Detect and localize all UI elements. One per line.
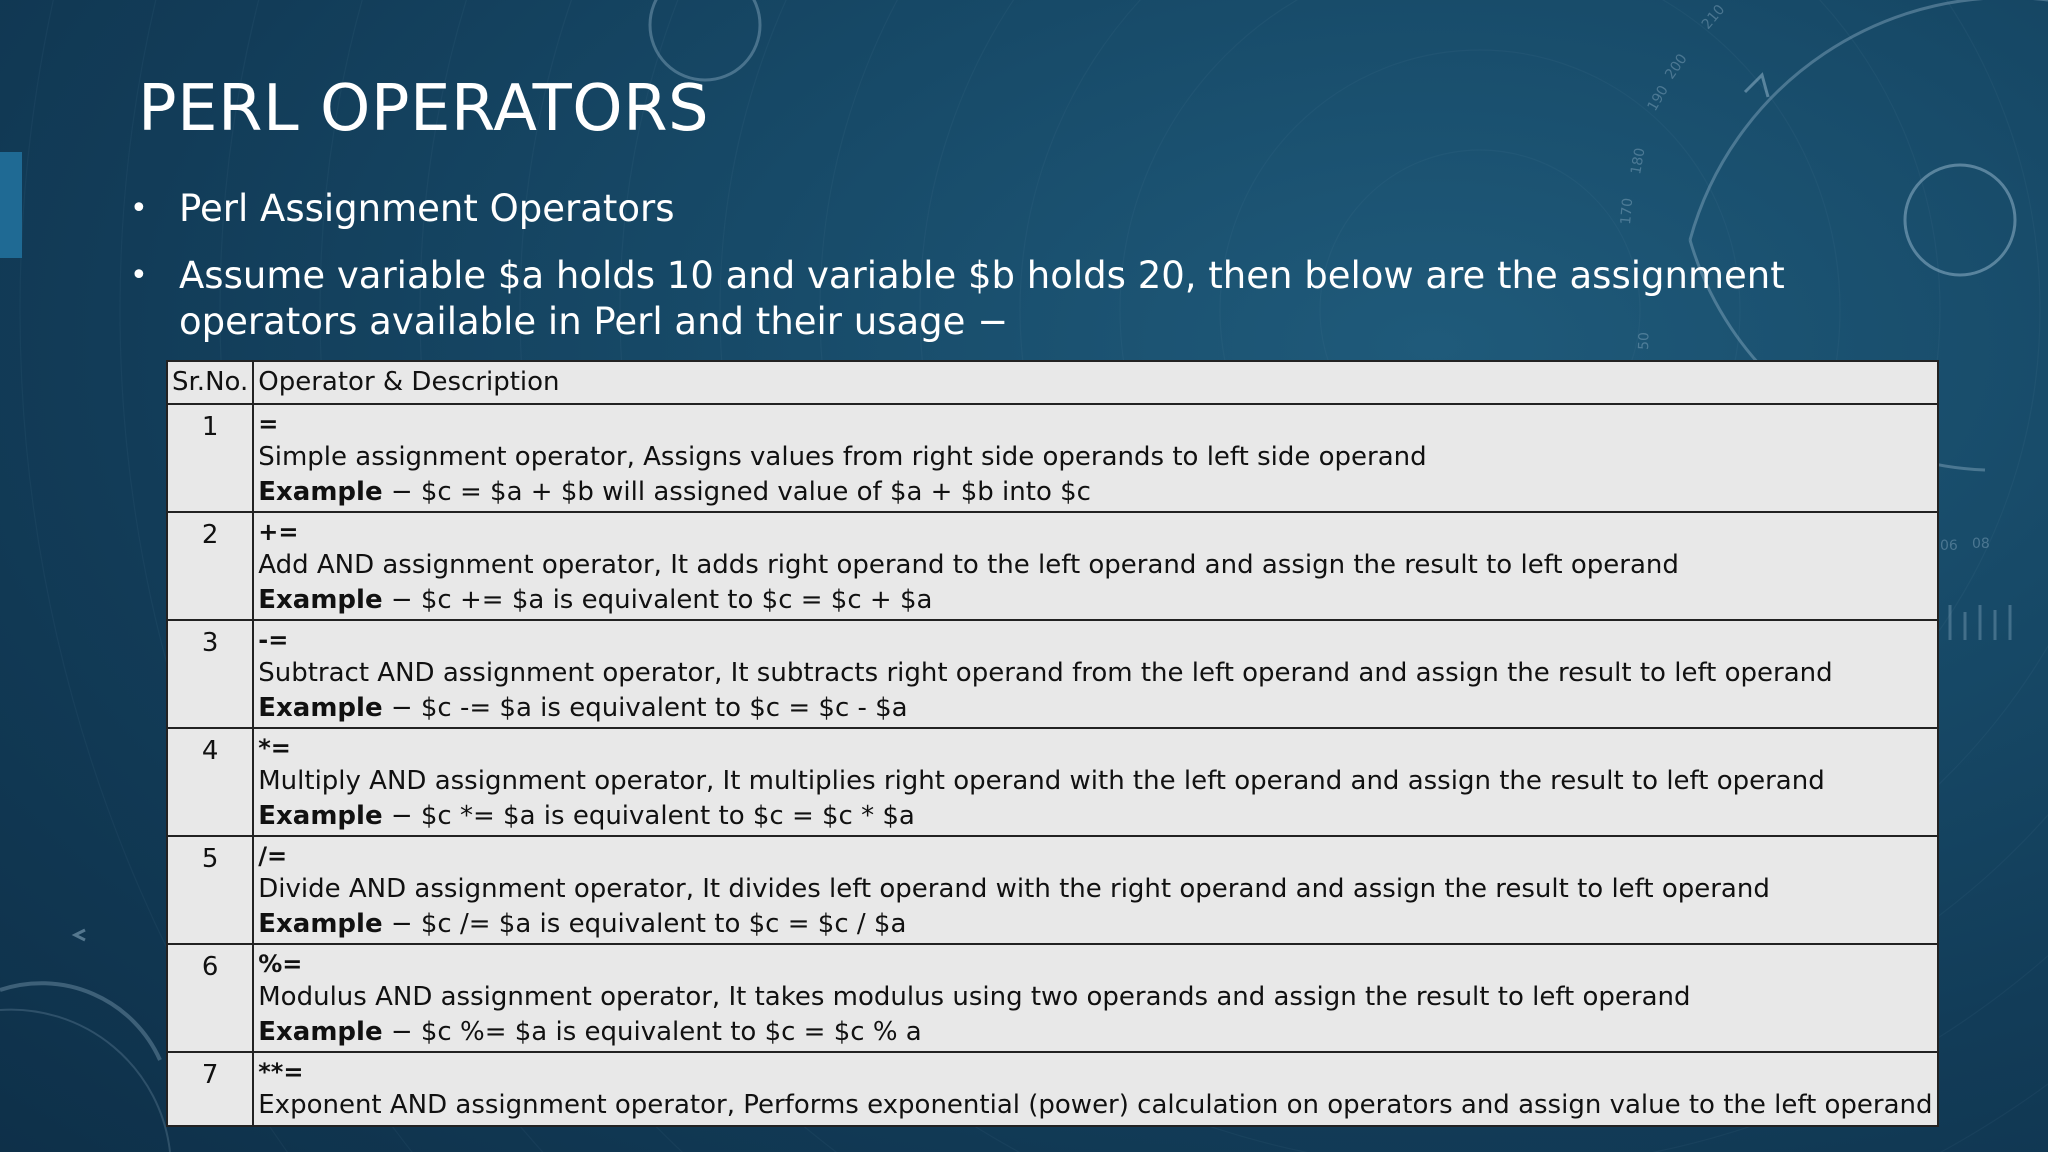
- operator-symbol: -=: [258, 626, 289, 654]
- operator-symbol: %=: [258, 950, 303, 978]
- operator-symbol: **=: [258, 1058, 304, 1086]
- table-row: [167, 512, 1938, 620]
- decor-number: 50: [1636, 331, 1653, 351]
- operator-description: Divide AND assignment operator, It divides left operand with the right operand and assign the result to left operand: [258, 874, 1770, 904]
- operator-description: Exponent AND assignment operator, Performs exponential (power) calculation on operators and assign value to the left operand: [258, 1090, 1933, 1120]
- bullet-item: [130, 253, 1940, 345]
- operator-example: [258, 475, 1932, 509]
- example-label: Example: [258, 1017, 383, 1047]
- row-number: 3: [167, 620, 253, 728]
- bullet-item: [130, 186, 1940, 232]
- row-number: 4: [167, 728, 253, 836]
- example-text: − $c -= $a is equivalent to $c = $c - $a: [382, 693, 908, 723]
- row-description: [253, 728, 1937, 836]
- bullet-dot-icon: •: [130, 191, 148, 226]
- operator-symbol: *=: [258, 734, 291, 762]
- table-row: [167, 620, 1938, 728]
- operator-description: Simple assignment operator, Assigns values from right side operands to left side operand: [258, 442, 1427, 472]
- operator-description: Add AND assignment operator, It adds right operand to the left operand and assign the result to left operand: [258, 550, 1679, 580]
- table-row: [167, 944, 1938, 1052]
- example-text: − $c %= $a is equivalent to $c = $c % a: [382, 1017, 922, 1047]
- example-label: Example: [258, 693, 383, 723]
- decor-number: 06: [1940, 538, 1958, 554]
- decor-number: 190: [1644, 82, 1672, 114]
- operator-example: [258, 691, 1932, 725]
- table-row: [167, 836, 1938, 944]
- row-number: 2: [167, 512, 253, 620]
- header-operator-description: Operator & Description: [253, 361, 1937, 404]
- table-row: [167, 404, 1938, 512]
- example-text: − $c /= $a is equivalent to $c = $c / $a: [382, 909, 907, 939]
- table-row: [167, 1052, 1938, 1126]
- bullet-dot-icon: •: [130, 258, 148, 293]
- operator-example: [258, 799, 1932, 833]
- accent-bar: [0, 152, 22, 258]
- example-text: − $c += $a is equivalent to $c = $c + $a: [382, 585, 933, 615]
- bullet-list: [130, 186, 1940, 366]
- row-description: [253, 620, 1937, 728]
- row-description: [253, 1052, 1937, 1126]
- operators-table: [166, 360, 1939, 1127]
- example-label: Example: [258, 477, 383, 507]
- row-description: [253, 512, 1937, 620]
- bullet-text: Perl Assignment Operators: [179, 187, 675, 230]
- operator-symbol: =: [258, 410, 279, 438]
- operator-description: Modulus AND assignment operator, It takes modulus using two operands and assign the result to left operand: [258, 982, 1691, 1012]
- row-description: [253, 944, 1937, 1052]
- operator-example: [258, 1015, 1932, 1049]
- slide-title: PERL OPERATORS: [138, 72, 710, 146]
- row-description: [253, 404, 1937, 512]
- example-label: Example: [258, 585, 383, 615]
- row-number: 5: [167, 836, 253, 944]
- operator-example: [258, 583, 1932, 617]
- operator-symbol: +=: [258, 518, 299, 546]
- table-header-row: [167, 361, 1938, 404]
- bullet-text: Assume variable $a holds 10 and variable $b holds 20, then below are the assignment operators available in Perl and their usage −: [179, 254, 1785, 343]
- operator-description: Multiply AND assignment operator, It multiplies right operand with the left operand and assign the result to left operand: [258, 766, 1825, 796]
- decor-number: 170: [1618, 197, 1637, 226]
- example-label: Example: [258, 909, 383, 939]
- decor-number: 180: [1628, 146, 1649, 176]
- row-number: 6: [167, 944, 253, 1052]
- row-number: 7: [167, 1052, 253, 1126]
- header-sr-no: Sr.No.: [167, 361, 253, 404]
- decor-number: 210: [1698, 1, 1729, 33]
- example-label: Example: [258, 801, 383, 831]
- table-row: [167, 728, 1938, 836]
- operator-description: Subtract AND assignment operator, It subtracts right operand from the left operand and assign the result to left operand: [258, 658, 1833, 688]
- row-description: [253, 836, 1937, 944]
- decor-number: 08: [1972, 536, 1990, 552]
- row-number: 1: [167, 404, 253, 512]
- operator-symbol: /=: [258, 842, 288, 870]
- example-text: − $c = $a + $b will assigned value of $a + $b into $c: [382, 477, 1091, 507]
- example-text: − $c *= $a is equivalent to $c = $c * $a: [382, 801, 915, 831]
- decor-number: 200: [1662, 51, 1691, 83]
- operator-example: [258, 907, 1932, 941]
